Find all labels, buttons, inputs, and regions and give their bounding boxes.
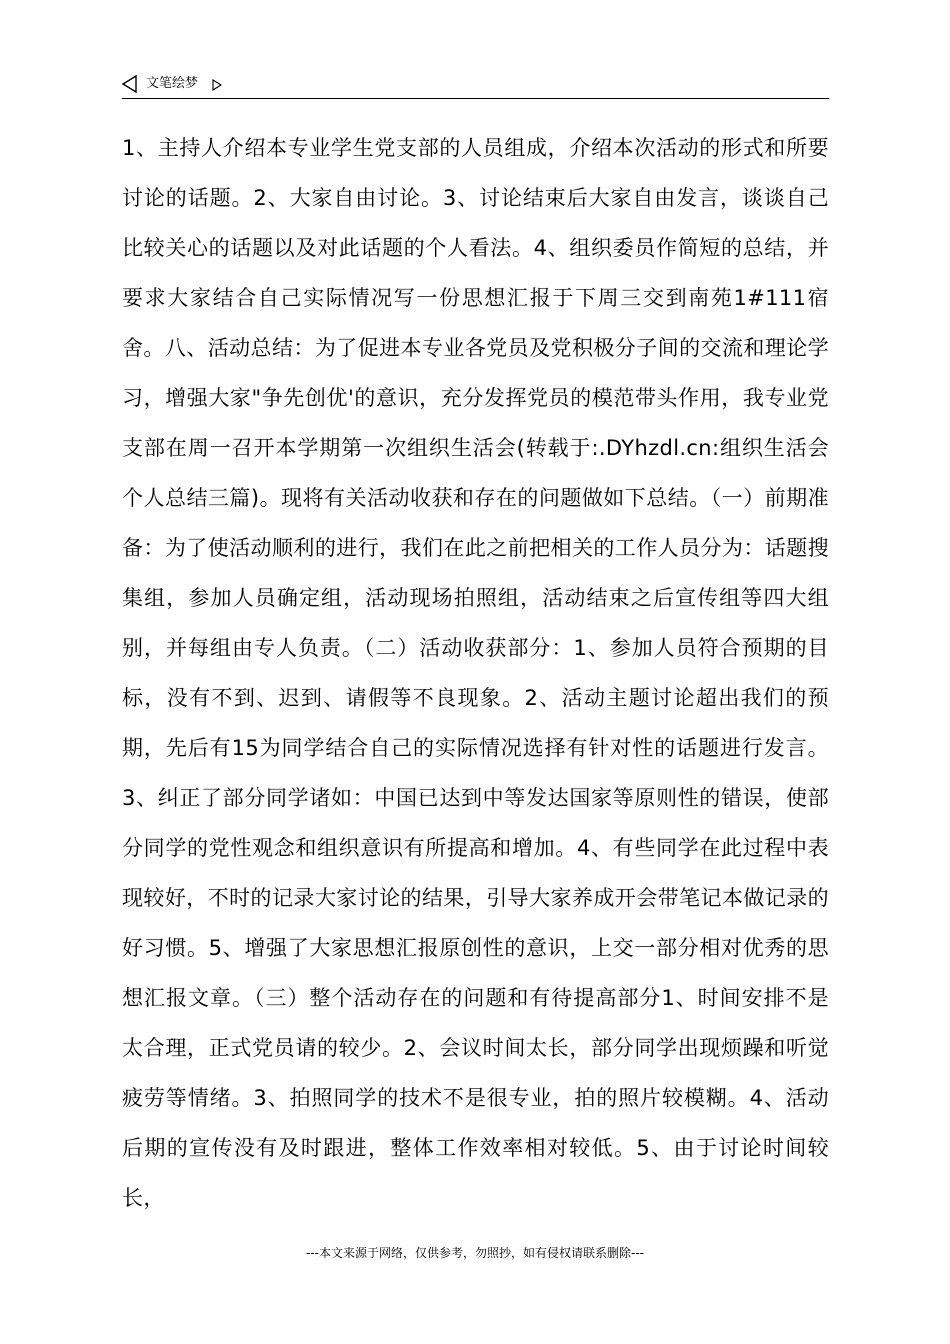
header-title: 文笔绘梦 xyxy=(146,76,199,91)
page-header xyxy=(122,74,829,99)
triangle-right-icon xyxy=(212,76,222,88)
triangle-left-icon xyxy=(122,75,138,93)
footer-disclaimer: ---本文来源于网络，仅供参考，勿照抄，如有侵权请联系删除--- xyxy=(306,1246,644,1260)
body-paragraph: 1、主持人介绍本专业学生党支部的人员组成，介绍本次活动的形式和所要讨论的话题。2、大家自由讨论。3、讨论结束后大家自由发言，谈谈自己比较关心的话题以及对此话题的个人看法。4、组织委员作简短的总结，并要求大家结合自己实际情况写一份思想汇报于下周三交到南苑1#111宿舍。八、活动总结：为了促进本专业各党员及党积极分子间的交流和理论学习，增强大家"争先创优'的意识，充分发挥党员的模范带头作用，我专业党支部在周一召开本学期第一次组织生活会(转载于:.DYhzdl.cn:组织生活会个人总结三篇)。现将有关活动收获和存在的问题做如下总结。（一）前期准备：为了使活动顺利的进行，我们在此之前把相关的工作人员分为：话题搜集组，参加人员确定组，活动现场拍照组，活动结束之后宣传组等四大组别，并每组由专人负责。（二）活动收获部分：1、参加人员符合预期的目标，没有不到、迟到、请假等不良现象。2、活动主题讨论超出我们的预期，先后有15为同学结合自己的实际情况选择有针对性的话题进行发言。3、纠正了部分同学诸如：中国已达到中等发达国家等原则性的错误，使部分同学的党性观念和组织意识有所提高和增加。4、有些同学在此过程中表现较好，不时的记录大家讨论的结果，引导大家养成开会带笔记本做记录的好习惯。5、增强了大家思想汇报原创性的意识，上交一部分相对优秀的思想汇报文章。（三）整个活动存在的问题和有待提高部分1、时间安排不是太合理，正式党员请的较少。2、会议时间太长，部分同学出现烦躁和听觉疲劳等情绪。3、拍照同学的技术不是很专业，拍的照片较模糊。4、活动后期的宣传没有及时跟进，整体工作效率相对较低。5、由于讨论时间较长， xyxy=(122,136,829,1210)
